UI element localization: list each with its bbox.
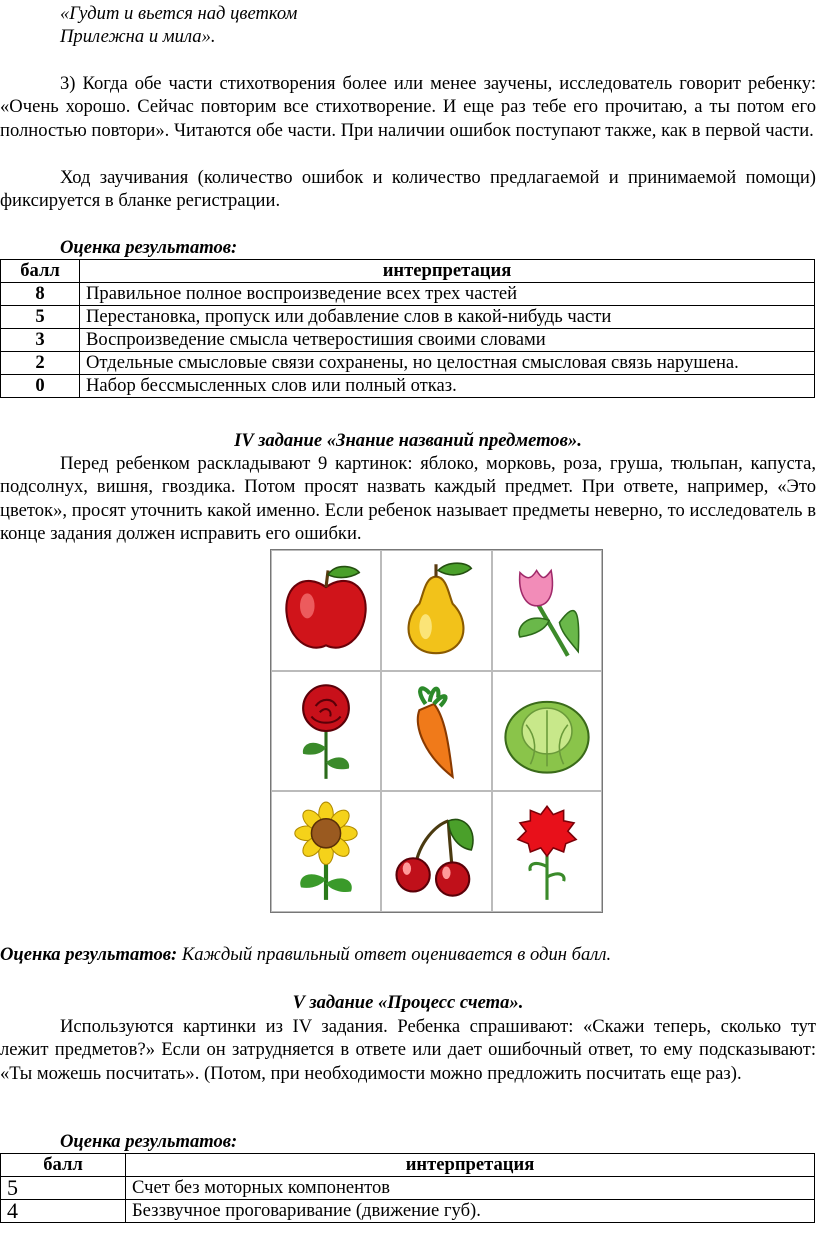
score-table-2 xyxy=(0,1153,815,1223)
table-row xyxy=(1,306,815,329)
evaluation-label-1: Оценка результатов: xyxy=(60,237,238,258)
task-5-title: V задание «Процесс счета». xyxy=(292,992,524,1013)
evaluation-text-2: Каждый правильный ответ оценивается в один балл. xyxy=(177,944,612,965)
score-cell: 8 xyxy=(1,283,80,306)
paragraph-record: Ход заучивания (количество ошибок и количество предлагаемой и принимаемой помощи) фиксируется в бланке регистрации. xyxy=(0,167,816,212)
sunflower-icon xyxy=(274,800,378,904)
table-header-row xyxy=(1,260,815,283)
interpretation-cell: Отдельные смысловые связи сохранены, но целостная смысловая связь нарушена. xyxy=(80,352,815,375)
apple-icon xyxy=(274,558,378,662)
table-row xyxy=(1,329,815,352)
score-cell: 5 xyxy=(1,1177,126,1200)
picture-grid xyxy=(270,549,603,913)
cherry-icon xyxy=(384,800,488,904)
picture-cell xyxy=(492,550,602,671)
carnation-icon xyxy=(495,800,599,904)
score-cell: 2 xyxy=(1,352,80,375)
interpretation-cell: Счет без моторных компонентов xyxy=(126,1177,815,1200)
picture-cell xyxy=(381,671,491,792)
picture-cell xyxy=(271,671,381,792)
paragraph-step-3: 3) Когда обе части стихотворения более или менее заучены, исследователь говорит ребенку: «Очень хорошо. Сейчас повторим все стихотворение. И еще раз тебе его прочитаю, а ты потом его полностью повтори». Читаются обе части. При наличии ошибок поступают также, как в первой части. xyxy=(0,73,816,141)
picture-cell xyxy=(492,791,602,912)
column-header-score: балл xyxy=(1,1154,126,1177)
carrot-icon xyxy=(384,679,488,783)
score-cell: 0 xyxy=(1,375,80,398)
rose-icon xyxy=(274,679,378,783)
interpretation-cell: Беззвучное проговаривание (движение губ). xyxy=(126,1200,815,1223)
interpretation-cell: Набор бессмысленных слов или полный отказ. xyxy=(80,375,815,398)
table-row xyxy=(1,283,815,306)
evaluation-label-2: Оценка результатов: xyxy=(0,944,178,965)
task-4-paragraph: Перед ребенком раскладывают 9 картинок: яблоко, морковь, роза, груша, тюльпан, капуста, подсолнух, вишня, гвоздика. Потом просят назвать каждый предмет. При ответе, например, «Это цветок», просят уточнить какой именно. Если ребенок называет предметы неверно, то исследователь в конце задания должен исправить его ошибки. xyxy=(0,453,816,545)
picture-cell xyxy=(492,671,602,792)
pear-icon xyxy=(384,558,488,662)
table-row xyxy=(1,375,815,398)
column-header-score: балл xyxy=(1,260,80,283)
picture-cell xyxy=(271,550,381,671)
table-row xyxy=(1,1177,815,1200)
interpretation-cell: Перестановка, пропуск или добавление слов в какой-нибудь части xyxy=(80,306,815,329)
task-4-title: IV задание «Знание названий предметов». xyxy=(234,430,582,451)
picture-cell xyxy=(381,550,491,671)
table-header-row xyxy=(1,1154,815,1177)
poem-line-1: «Гудит и вьется над цветком xyxy=(60,3,298,24)
picture-cell xyxy=(381,791,491,912)
score-cell: 3 xyxy=(1,329,80,352)
column-header-interpretation: интерпретация xyxy=(126,1154,815,1177)
table-row xyxy=(1,1200,815,1223)
column-header-interpretation: интерпретация xyxy=(80,260,815,283)
cabbage-icon xyxy=(495,679,599,783)
poem-line-2: Прилежна и мила». xyxy=(60,26,216,47)
task-4-evaluation xyxy=(0,943,611,966)
picture-cell xyxy=(271,791,381,912)
evaluation-label-3: Оценка результатов: xyxy=(60,1131,238,1152)
table-row xyxy=(1,352,815,375)
score-cell: 5 xyxy=(1,306,80,329)
interpretation-cell: Правильное полное воспроизведение всех трех частей xyxy=(80,283,815,306)
score-cell: 4 xyxy=(1,1200,126,1223)
score-table-1 xyxy=(0,259,815,398)
interpretation-cell: Воспроизведение смысла четверостишия своими словами xyxy=(80,329,815,352)
tulip-icon xyxy=(495,558,599,662)
task-5-paragraph: Используются картинки из IV задания. Ребенка спрашивают: «Скажи теперь, сколько тут лежит предметов?» Если он затрудняется в ответе или дает ошибочный ответ, то ему подсказывают: «Ты можешь посчитать». (Потом, при необходимости можно предложить посчитать еще раз). xyxy=(0,1016,816,1084)
